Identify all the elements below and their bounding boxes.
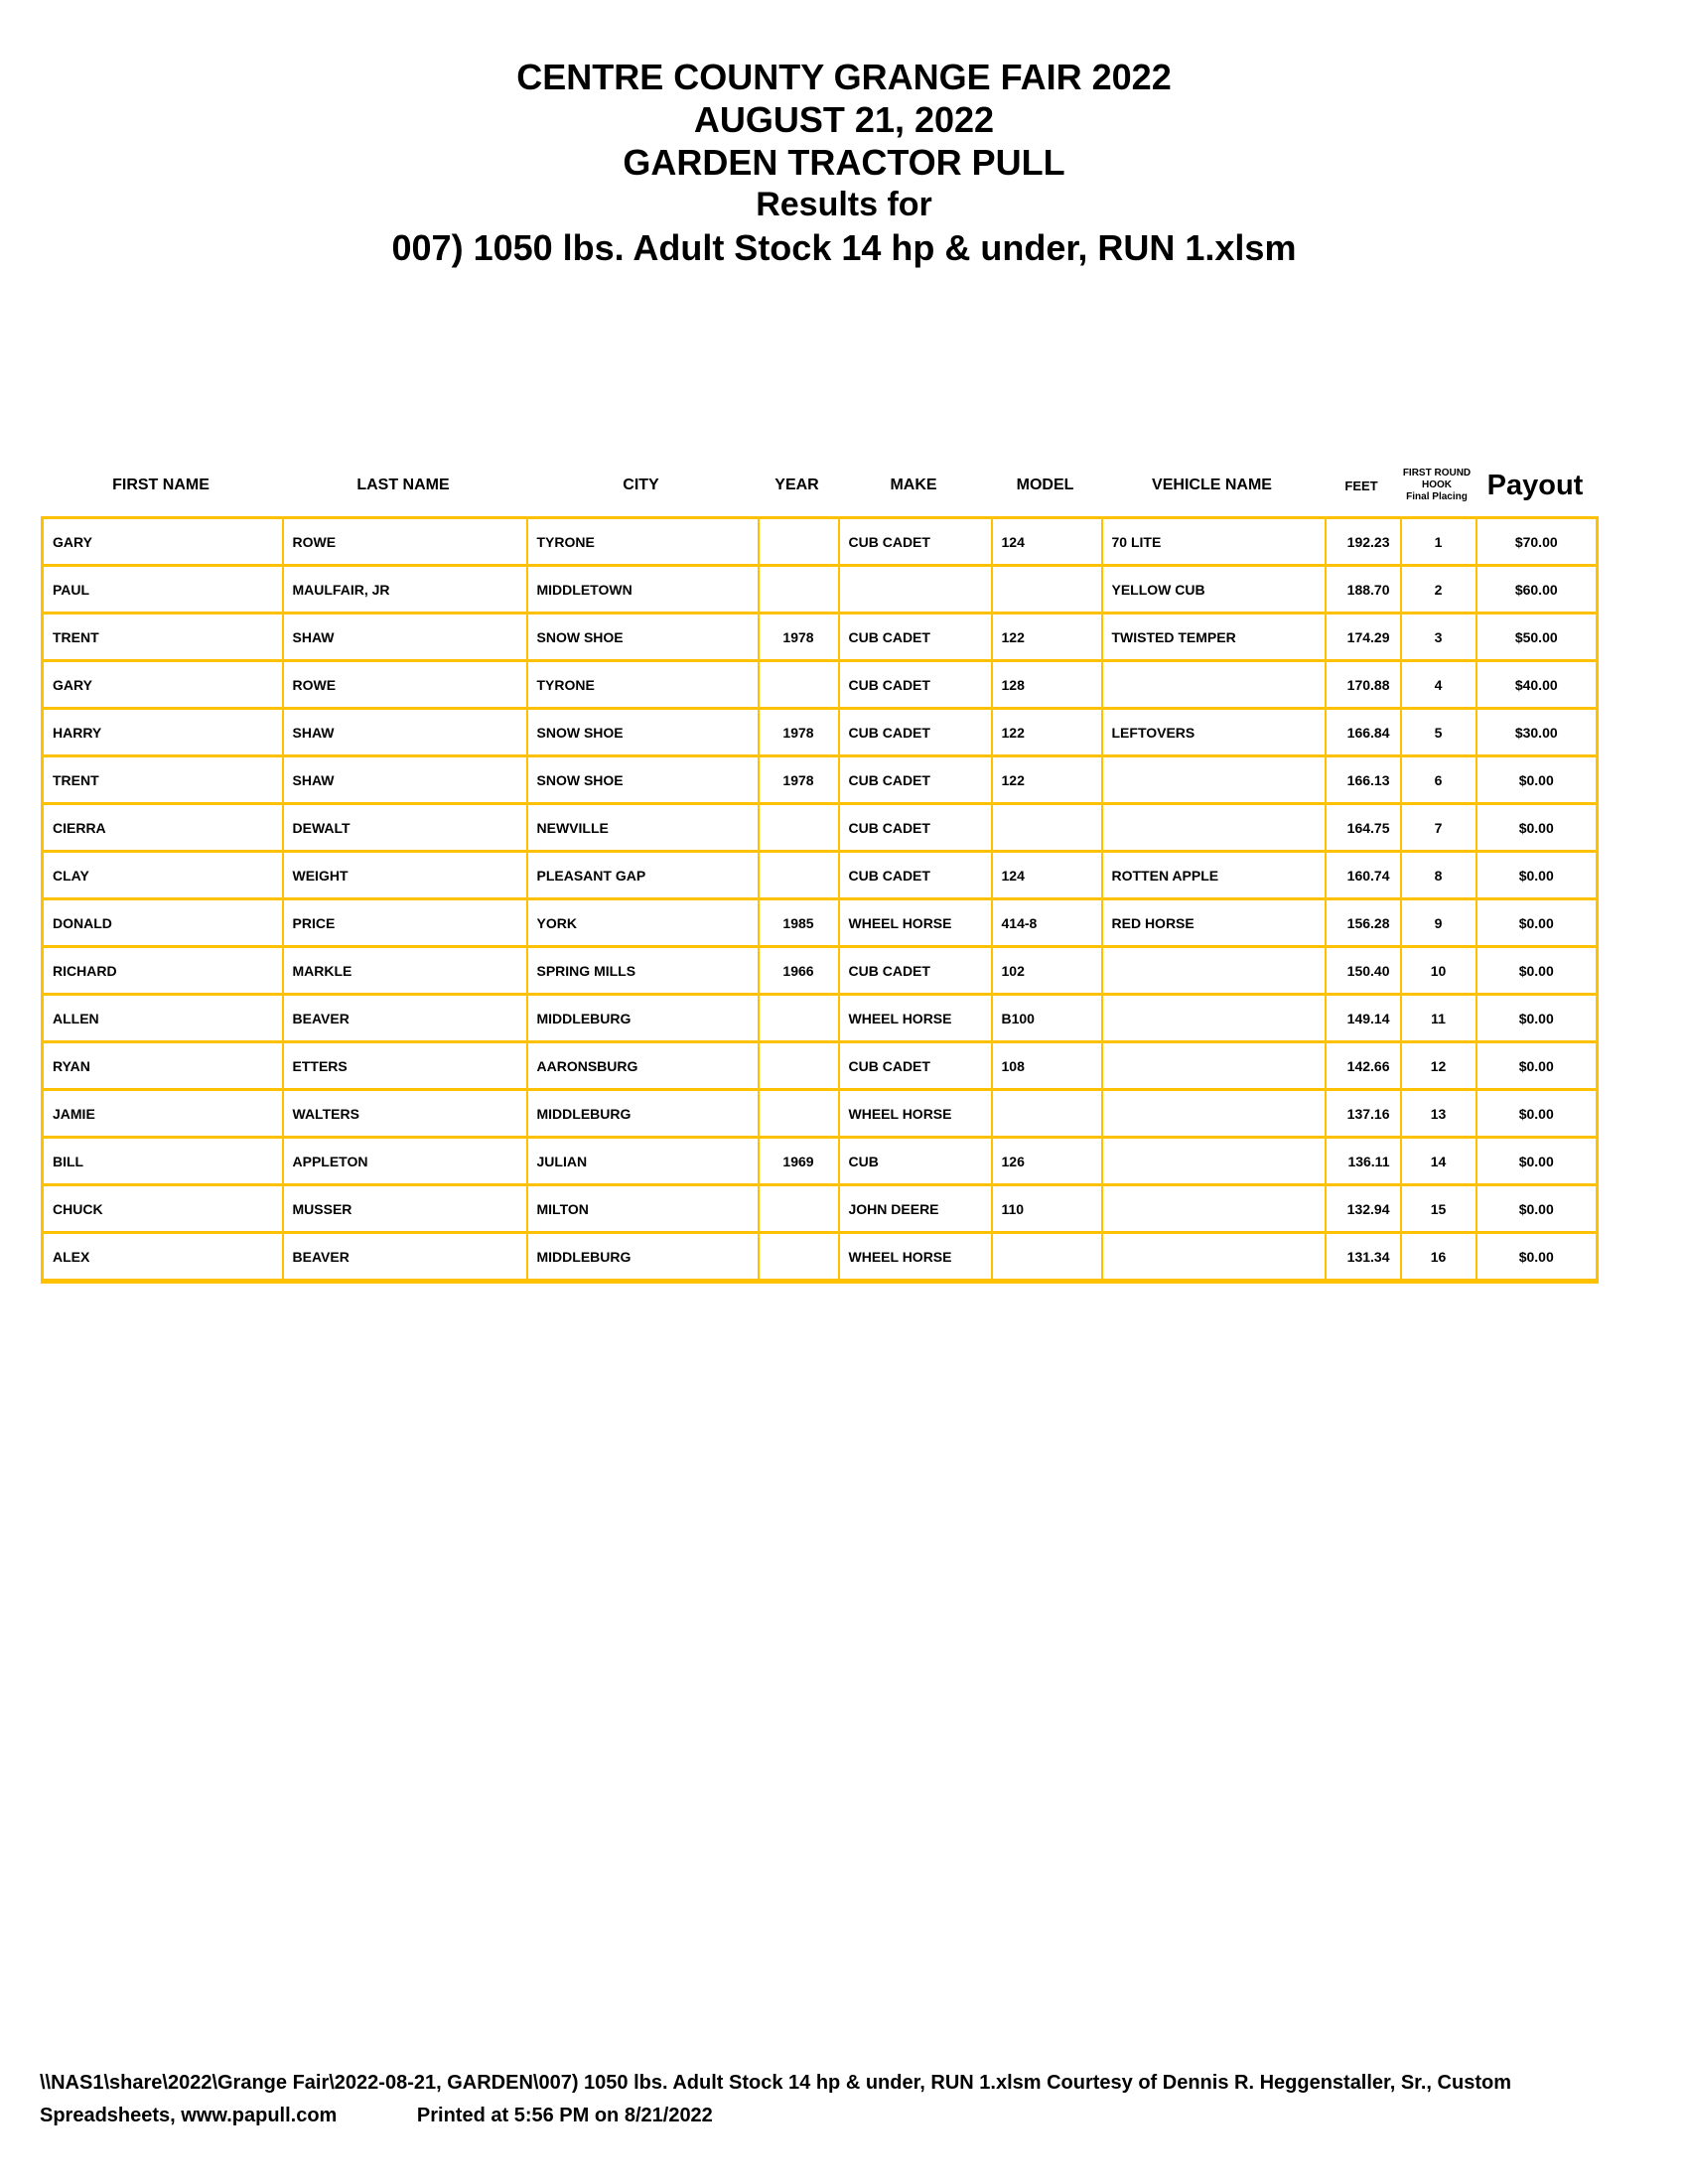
cell-feet: 137.16	[1326, 1090, 1401, 1138]
cell-model: 122	[992, 756, 1102, 804]
cell-year: 1985	[759, 899, 839, 947]
cell-year	[759, 852, 839, 899]
column-header-year: YEAR	[774, 477, 819, 493]
cell-vehicle-name	[1102, 804, 1326, 852]
cell-year: 1978	[759, 614, 839, 661]
cell-first-name: ALLEN	[43, 995, 283, 1042]
cell-model: 110	[992, 1185, 1102, 1233]
cell-city: JULIAN	[527, 1138, 759, 1185]
cell-city: TYRONE	[527, 518, 759, 566]
column-header-hook	[1399, 468, 1475, 503]
cell-last-name: SHAW	[283, 614, 527, 661]
cell-model: 124	[992, 852, 1102, 899]
cell-year: 1978	[759, 756, 839, 804]
cell-first-name: BILL	[43, 1138, 283, 1185]
table-row	[43, 661, 1598, 709]
cell-make: CUB CADET	[839, 661, 992, 709]
cell-payout: $0.00	[1477, 899, 1598, 947]
cell-year	[759, 1042, 839, 1090]
cell-feet: 160.74	[1326, 852, 1401, 899]
cell-last-name: ROWE	[283, 661, 527, 709]
cell-hook-placing: 3	[1401, 614, 1477, 661]
event-name-title: GARDEN TRACTOR PULL	[623, 142, 1065, 183]
cell-first-name: TRENT	[43, 614, 283, 661]
cell-make: WHEEL HORSE	[839, 1233, 992, 1282]
cell-first-name: CHUCK	[43, 1185, 283, 1233]
cell-first-name: GARY	[43, 518, 283, 566]
cell-last-name: MARKLE	[283, 947, 527, 995]
cell-payout: $0.00	[1477, 804, 1598, 852]
column-header-vehicle-name: VEHICLE NAME	[1152, 477, 1272, 493]
cell-make: JOHN DEERE	[839, 1185, 992, 1233]
cell-last-name: APPLETON	[283, 1138, 527, 1185]
hook-header-line-2: HOOK	[1422, 479, 1452, 490]
cell-make: WHEEL HORSE	[839, 899, 992, 947]
cell-last-name: ROWE	[283, 518, 527, 566]
cell-make: CUB CADET	[839, 852, 992, 899]
cell-make: CUB CADET	[839, 614, 992, 661]
table-row	[43, 1138, 1598, 1185]
cell-vehicle-name	[1102, 1090, 1326, 1138]
footer-file-path: \\NAS1\share\2022\Grange Fair\2022-08-21, GARDEN\007) 1050 lbs. Adult Stock 14 hp & under, RUN 1.xlsm Courtesy of Dennis R. Heggenstaller, Sr., Custom	[40, 2072, 1511, 2094]
cell-feet: 170.88	[1326, 661, 1401, 709]
cell-city: MIDDLEBURG	[527, 995, 759, 1042]
cell-feet: 149.14	[1326, 995, 1401, 1042]
cell-hook-placing: 11	[1401, 995, 1477, 1042]
cell-make: WHEEL HORSE	[839, 995, 992, 1042]
cell-last-name: WALTERS	[283, 1090, 527, 1138]
cell-feet: 136.11	[1326, 1138, 1401, 1185]
cell-hook-placing: 6	[1401, 756, 1477, 804]
results-table-area	[41, 455, 1596, 1284]
cell-year	[759, 661, 839, 709]
cell-vehicle-name: YELLOW CUB	[1102, 566, 1326, 614]
column-header-last-name: LAST NAME	[356, 477, 450, 493]
cell-model: B100	[992, 995, 1102, 1042]
footer-spreadsheets-text: Spreadsheets, www.papull.com	[40, 2105, 338, 2126]
cell-make: CUB CADET	[839, 1042, 992, 1090]
cell-vehicle-name	[1102, 1138, 1326, 1185]
cell-last-name: MAULFAIR, JR	[283, 566, 527, 614]
cell-city: PLEASANT GAP	[527, 852, 759, 899]
table-row	[43, 1090, 1598, 1138]
cell-feet: 192.23	[1326, 518, 1401, 566]
table-row	[43, 614, 1598, 661]
cell-payout: $50.00	[1477, 614, 1598, 661]
cell-payout: $70.00	[1477, 518, 1598, 566]
page-title: CENTRE COUNTY GRANGE FAIR 2022	[516, 57, 1172, 97]
table-row	[43, 756, 1598, 804]
cell-model	[992, 566, 1102, 614]
column-header-row	[41, 455, 1596, 516]
cell-feet: 131.34	[1326, 1233, 1401, 1282]
cell-city: MIDDLETOWN	[527, 566, 759, 614]
table-row	[43, 1185, 1598, 1233]
cell-make: CUB CADET	[839, 804, 992, 852]
cell-vehicle-name	[1102, 1185, 1326, 1233]
cell-vehicle-name: 70 LITE	[1102, 518, 1326, 566]
column-header-payout: Payout	[1486, 469, 1584, 501]
column-header-make: MAKE	[890, 477, 937, 493]
cell-city: NEWVILLE	[527, 804, 759, 852]
cell-feet: 166.13	[1326, 756, 1401, 804]
column-header-model: MODEL	[1016, 477, 1074, 493]
cell-feet: 156.28	[1326, 899, 1401, 947]
cell-vehicle-name	[1102, 661, 1326, 709]
cell-first-name: TRENT	[43, 756, 283, 804]
cell-first-name: DONALD	[43, 899, 283, 947]
cell-payout: $0.00	[1477, 995, 1598, 1042]
cell-last-name: BEAVER	[283, 995, 527, 1042]
cell-last-name: SHAW	[283, 756, 527, 804]
cell-make: CUB CADET	[839, 756, 992, 804]
cell-last-name: ETTERS	[283, 1042, 527, 1090]
cell-payout: $0.00	[1477, 1233, 1598, 1282]
cell-hook-placing: 7	[1401, 804, 1477, 852]
cell-city: TYRONE	[527, 661, 759, 709]
document-header	[0, 56, 1688, 269]
cell-year: 1966	[759, 947, 839, 995]
cell-hook-placing: 16	[1401, 1233, 1477, 1282]
event-date-title: AUGUST 21, 2022	[693, 99, 995, 140]
table-row	[43, 852, 1598, 899]
cell-make: CUB	[839, 1138, 992, 1185]
cell-city: SNOW SHOE	[527, 709, 759, 756]
cell-first-name: ALEX	[43, 1233, 283, 1282]
cell-year	[759, 1233, 839, 1282]
table-row	[43, 947, 1598, 995]
cell-model	[992, 1233, 1102, 1282]
cell-vehicle-name: LEFTOVERS	[1102, 709, 1326, 756]
cell-hook-placing: 4	[1401, 661, 1477, 709]
cell-payout: $0.00	[1477, 1138, 1598, 1185]
cell-model: 122	[992, 709, 1102, 756]
cell-city: SNOW SHOE	[527, 756, 759, 804]
cell-year	[759, 1185, 839, 1233]
table-row	[43, 566, 1598, 614]
cell-hook-placing: 12	[1401, 1042, 1477, 1090]
cell-last-name: DEWALT	[283, 804, 527, 852]
cell-first-name: RYAN	[43, 1042, 283, 1090]
table-row	[43, 518, 1598, 566]
column-header-feet: FEET	[1344, 478, 1378, 493]
cell-vehicle-name	[1102, 947, 1326, 995]
cell-vehicle-name: RED HORSE	[1102, 899, 1326, 947]
cell-first-name: CLAY	[43, 852, 283, 899]
table-row	[43, 1042, 1598, 1090]
cell-payout: $60.00	[1477, 566, 1598, 614]
cell-last-name: WEIGHT	[283, 852, 527, 899]
footer-printed-text: Printed at 5:56 PM on 8/21/2022	[416, 2105, 713, 2126]
cell-feet: 150.40	[1326, 947, 1401, 995]
cell-make: CUB CADET	[839, 518, 992, 566]
cell-payout: $0.00	[1477, 1042, 1598, 1090]
hook-header-line-3: Final Placing	[1406, 491, 1468, 502]
cell-payout: $40.00	[1477, 661, 1598, 709]
table-row	[43, 995, 1598, 1042]
cell-year: 1978	[759, 709, 839, 756]
cell-city: MIDDLEBURG	[527, 1090, 759, 1138]
cell-model: 414-8	[992, 899, 1102, 947]
results-table-body	[43, 518, 1598, 1282]
results-for-label: Results for	[756, 186, 932, 223]
cell-year	[759, 804, 839, 852]
cell-payout: $0.00	[1477, 756, 1598, 804]
cell-vehicle-name	[1102, 1233, 1326, 1282]
cell-feet: 188.70	[1326, 566, 1401, 614]
hook-header-line-1: FIRST ROUND	[1402, 468, 1472, 478]
cell-hook-placing: 14	[1401, 1138, 1477, 1185]
table-row	[43, 1233, 1598, 1282]
cell-model	[992, 804, 1102, 852]
cell-hook-placing: 13	[1401, 1090, 1477, 1138]
cell-payout: $0.00	[1477, 1090, 1598, 1138]
cell-payout: $0.00	[1477, 1185, 1598, 1233]
cell-model	[992, 1090, 1102, 1138]
cell-year	[759, 1090, 839, 1138]
cell-year	[759, 518, 839, 566]
cell-city: MILTON	[527, 1185, 759, 1233]
cell-payout: $0.00	[1477, 852, 1598, 899]
results-table	[41, 516, 1599, 1284]
cell-last-name: SHAW	[283, 709, 527, 756]
table-row	[43, 899, 1598, 947]
cell-year: 1969	[759, 1138, 839, 1185]
cell-vehicle-name: ROTTEN APPLE	[1102, 852, 1326, 899]
cell-hook-placing: 2	[1401, 566, 1477, 614]
cell-first-name: JAMIE	[43, 1090, 283, 1138]
cell-feet: 166.84	[1326, 709, 1401, 756]
cell-hook-placing: 1	[1401, 518, 1477, 566]
cell-first-name: CIERRA	[43, 804, 283, 852]
cell-city: SNOW SHOE	[527, 614, 759, 661]
cell-model: 126	[992, 1138, 1102, 1185]
cell-feet: 142.66	[1326, 1042, 1401, 1090]
cell-hook-placing: 15	[1401, 1185, 1477, 1233]
cell-model: 102	[992, 947, 1102, 995]
cell-city: AARONSBURG	[527, 1042, 759, 1090]
document-footer	[40, 2067, 1658, 2132]
cell-vehicle-name	[1102, 1042, 1326, 1090]
cell-model: 128	[992, 661, 1102, 709]
cell-make: WHEEL HORSE	[839, 1090, 992, 1138]
table-row	[43, 709, 1598, 756]
table-row	[43, 804, 1598, 852]
cell-first-name: PAUL	[43, 566, 283, 614]
cell-payout: $0.00	[1477, 947, 1598, 995]
cell-hook-placing: 9	[1401, 899, 1477, 947]
cell-year	[759, 566, 839, 614]
cell-vehicle-name	[1102, 756, 1326, 804]
cell-first-name: GARY	[43, 661, 283, 709]
cell-vehicle-name: TWISTED TEMPER	[1102, 614, 1326, 661]
cell-last-name: BEAVER	[283, 1233, 527, 1282]
cell-city: MIDDLEBURG	[527, 1233, 759, 1282]
cell-hook-placing: 8	[1401, 852, 1477, 899]
cell-year	[759, 995, 839, 1042]
class-title: 007) 1050 lbs. Adult Stock 14 hp & under, RUN 1.xlsm	[391, 227, 1297, 268]
cell-payout: $30.00	[1477, 709, 1598, 756]
cell-hook-placing: 10	[1401, 947, 1477, 995]
cell-last-name: PRICE	[283, 899, 527, 947]
cell-first-name: RICHARD	[43, 947, 283, 995]
cell-hook-placing: 5	[1401, 709, 1477, 756]
column-header-first-name: FIRST NAME	[112, 477, 210, 493]
cell-feet: 164.75	[1326, 804, 1401, 852]
cell-model: 124	[992, 518, 1102, 566]
cell-vehicle-name	[1102, 995, 1326, 1042]
cell-feet: 174.29	[1326, 614, 1401, 661]
footer-second-line	[40, 2100, 1658, 2132]
cell-first-name: HARRY	[43, 709, 283, 756]
cell-city: YORK	[527, 899, 759, 947]
cell-feet: 132.94	[1326, 1185, 1401, 1233]
cell-model: 108	[992, 1042, 1102, 1090]
cell-last-name: MUSSER	[283, 1185, 527, 1233]
cell-make	[839, 566, 992, 614]
column-header-city: CITY	[623, 477, 659, 493]
cell-city: SPRING MILLS	[527, 947, 759, 995]
cell-model: 122	[992, 614, 1102, 661]
cell-make: CUB CADET	[839, 947, 992, 995]
cell-make: CUB CADET	[839, 709, 992, 756]
